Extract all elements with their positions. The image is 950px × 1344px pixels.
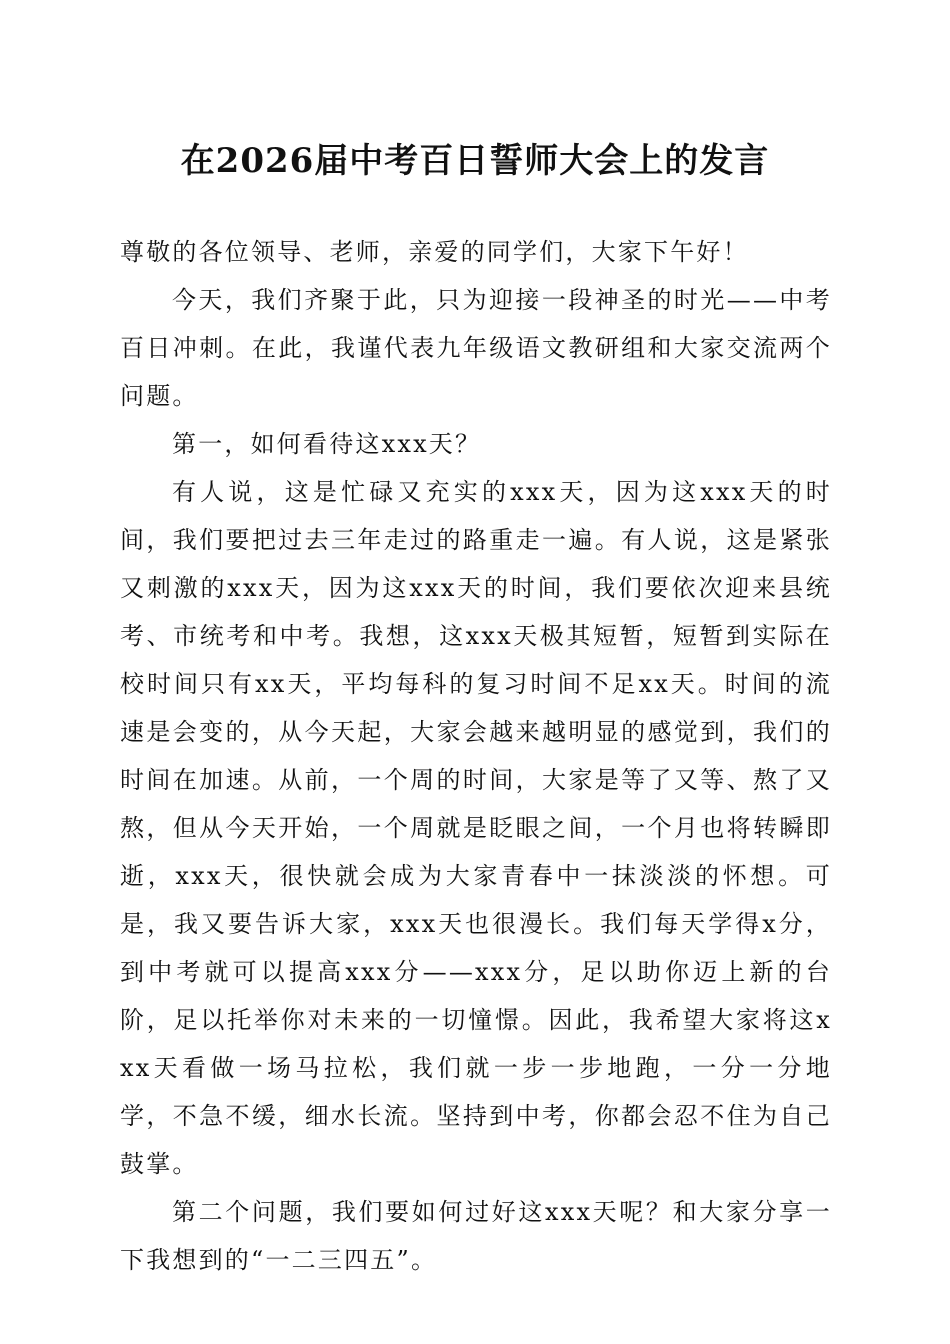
greeting-paragraph: 尊敬的各位领导、老师，亲爱的同学们，大家下午好！	[120, 238, 749, 266]
second-question-paragraph: 第二个问题，我们要如何过好这xxx天呢？和大家分享一下我想到的“一二三四五”。	[120, 1198, 832, 1274]
document-body	[120, 228, 832, 1284]
first-question-heading: 第一，如何看待这xxx天？	[172, 430, 482, 458]
intro-paragraph: 今天，我们齐聚于此，只为迎接一段神圣的时光——中考百日冲刺。在此，我谨代表九年级语文教研组和大家交流两个问题。	[120, 286, 832, 410]
document-title: 在2026届中考百日誓师大会上的发言	[180, 141, 770, 181]
first-question-paragraph: 有人说，这是忙碌又充实的xxx天，因为这xxx天的时间，我们要把过去三年走过的路重走一遍。有人说，这是紧张又刺激的xxx天，因为这xxx天的时间，我们要依次迎来县统考、市统考和中考。我想，这xxx天极其短暂，短暂到实际在校时间只有xx天，平均每科的复习时间不足xx天。时间的流速是会变的，从今天起，大家会越来越明显的感觉到，我们的时间在加速。从前，一个周的时间，大家是等了又等、熬了又熬，但从今天开始，一个周就是眨眼之间，一个月也将转瞬即逝，xxx天，很快就会成为大家青春中一抹淡淡的怀想。可是，我又要告诉大家，xxx天也很漫长。我们每天学得x分，到中考就可以提高xxx分——xxx分，足以助你迈上新的台阶，足以托举你对未来的一切憧憬。因此，我希望大家将这xxx天看做一场马拉松，我们就一步一步地跑，一分一分地学，不急不缓，细水长流。坚持到中考，你都会忍不住为自己鼓掌。	[120, 478, 832, 1178]
